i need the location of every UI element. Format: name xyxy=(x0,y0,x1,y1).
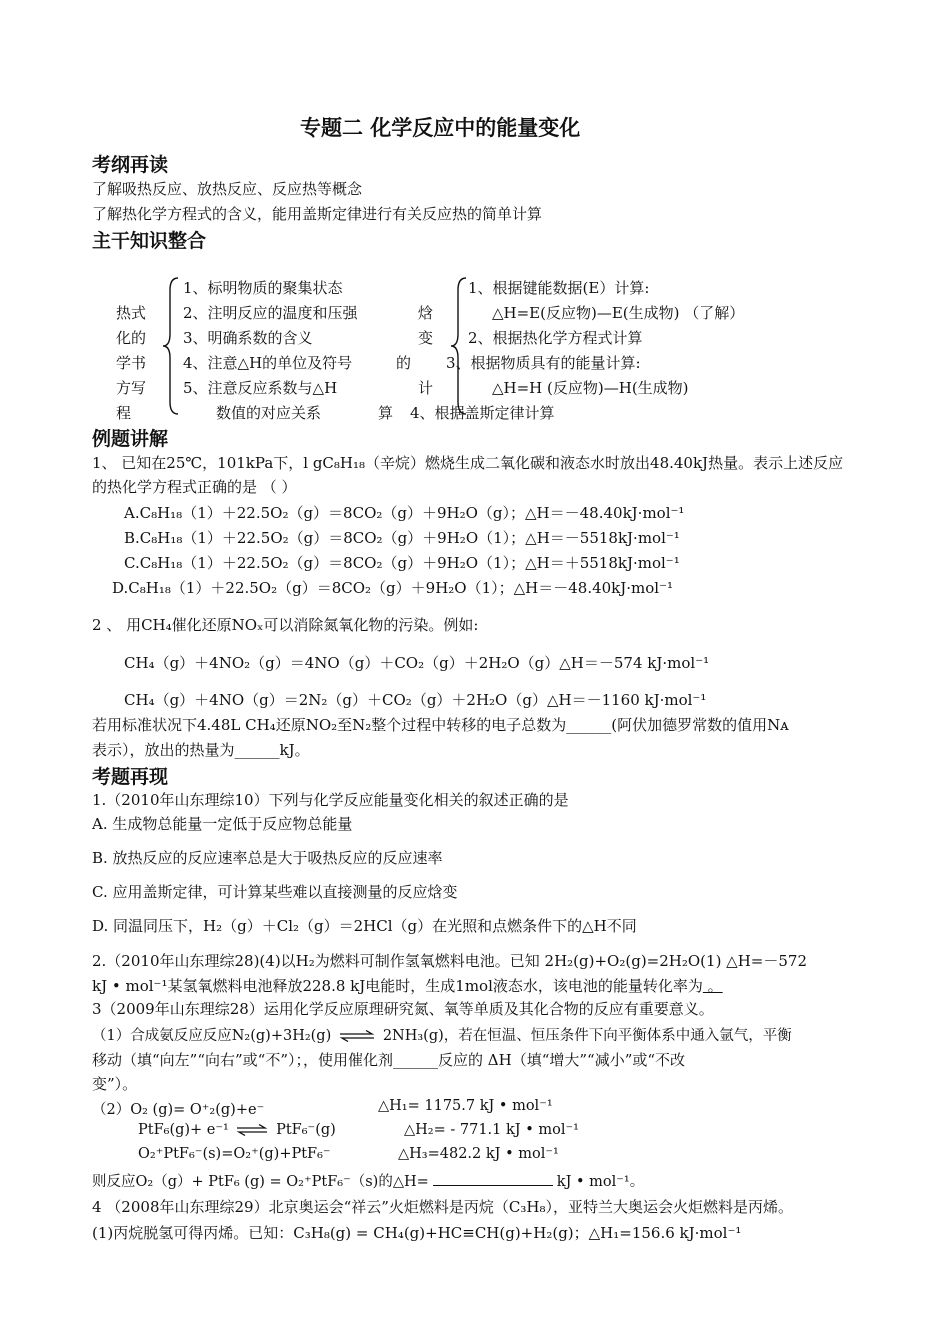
review-q3-line-1: 3（2009年山东理综28）运用化学反应原理研究氮、氧等单质及其化合物的反应有重要意义。 xyxy=(92,1000,714,1018)
left-label-1: 热式 xyxy=(116,304,147,322)
example2-question-1: 若用标准状况下4.48L CH₄还原NO₂至N₂整个过程中转移的电子总数为______(阿伏加德罗常数的值用Nᴀ xyxy=(92,716,789,734)
review-q4-line-2: (1)丙烷脱氢可得丙烯。已知：C₃H₈(g) = CH₄(g)+HC≡CH(g)+H₂(g)；△H₁=156.6 kJ·mol⁻¹ xyxy=(92,1224,742,1242)
review-q3-eq1-enthalpy: △H₁= 1175.7 kJ • mol⁻¹ xyxy=(378,1098,553,1114)
review-q1-option-b: B. 放热反应的反应速率总是大于吸热反应的反应速率 xyxy=(92,849,443,867)
right-item-5: △H=H (反应物)—H(生成物) xyxy=(492,379,689,397)
left-item-1: 1、标明物质的聚集状态 xyxy=(183,279,343,297)
right-item-6: 4、根据盖斯定律计算 xyxy=(410,404,555,422)
right-label-5: 算 xyxy=(378,404,394,422)
left-label-3: 学书 xyxy=(116,354,147,372)
review-q3-eq2-left: PtF₆(g)+ e⁻¹ xyxy=(138,1122,229,1138)
review-q3-final-blank[interactable] xyxy=(433,1171,553,1186)
right-item-3: 2、根据热化学方程式计算 xyxy=(468,329,643,347)
left-label-4: 方写 xyxy=(116,379,147,397)
example1-option-c: C.C₈H₁₈（1）＋22.5O₂（g）＝8CO₂（g）＋9H₂O（1）；△H＝＋5518kJ·mol⁻¹ xyxy=(124,554,680,572)
review-q3-eq1-reaction: （2）O₂ (g)= O⁺₂(g)+e⁻ xyxy=(92,1102,265,1118)
left-item-3: 3、明确系数的含义 xyxy=(183,329,313,347)
example1-line-1: 1、 已知在25℃，101kPa下，l gC₈H₁₈（辛烷）燃烧生成二氧化碳和液态水时放出48.40kJ热量。表示上述反应 xyxy=(92,454,844,472)
review-q3-line-3: 移动（填“向左”“向右”或“不”）；，使用催化剂______反应的 ΔH（填“增大”“减小”或“不改 xyxy=(92,1051,686,1069)
review-q3-line-4: 变”）。 xyxy=(92,1075,138,1093)
left-label-2: 化的 xyxy=(116,329,147,347)
review-q3-final-text: 则反应O₂（g）+ PtF₆ (g) = O₂⁺PtF₆⁻（s)的△H= xyxy=(92,1174,429,1190)
left-item-2: 2、注明反应的温度和压强 xyxy=(183,304,358,322)
equilibrium-arrow-icon xyxy=(338,1030,376,1042)
syllabus-line-2: 了解热化学方程式的含义，能用盖斯定律进行有关反应热的简单计算 xyxy=(92,205,543,223)
review-q1-option-c: C. 应用盖斯定律，可计算某些难以直接测量的反应焓变 xyxy=(92,883,458,901)
review-q3-reaction-left: （1）合成氨反应反应N₂(g)+3H₂(g) xyxy=(92,1028,332,1044)
right-item-2: △H=E(反应物)—E(生成物) （了解） xyxy=(492,304,745,322)
section-heading-syllabus: 考纲再读 xyxy=(92,154,169,176)
left-label-5: 程 xyxy=(116,404,132,422)
review-q3-line-2 xyxy=(92,1024,792,1045)
example2-question-2: 表示），放出的热量为______kJ。 xyxy=(92,741,310,759)
left-item-4: 4、注意△H的单位及符号 xyxy=(183,354,353,372)
review-q2-blank[interactable]: 。 xyxy=(702,977,723,995)
right-label-3: 的 xyxy=(396,354,412,372)
right-item-4: 3、根据物质具有的能量计算: xyxy=(446,354,641,372)
review-q3-eq3-reaction: O₂⁺PtF₆⁻(s)=O₂⁺(g)+PtF₆⁻ xyxy=(138,1146,331,1162)
review-q1: 1.（2010年山东理综10）下列与化学反应能量变化相关的叙述正确的是 xyxy=(92,791,569,809)
example1-line-2: 的热化学方程式正确的是 （ ） xyxy=(92,478,297,496)
section-heading-knowledge: 主干知识整合 xyxy=(92,230,207,252)
example1-option-d: D.C₈H₁₈（1）＋22.5O₂（g）＝8CO₂（g）＋9H₂O（1）；△H＝－48.40kJ·mol⁻¹ xyxy=(112,579,674,597)
right-item-1: 1、根据键能数据(E）计算: xyxy=(468,279,650,297)
review-q4-line-1: 4 （2008年山东理综29）北京奥运会“祥云”火炬燃料是丙烷（C₃H₈），亚特兰大奥运会火炬燃料是丙烯。 xyxy=(92,1198,793,1216)
section-heading-examples: 例题讲解 xyxy=(92,428,169,450)
example2-equation-2: CH₄（g）＋4NO（g）＝2N₂（g）＋CO₂（g）＋2H₂O（g）△H＝－1160 kJ·mol⁻¹ xyxy=(124,691,707,709)
syllabus-line-1: 了解吸热反应、放热反应、反应热等概念 xyxy=(92,180,363,198)
example1-option-b: B.C₈H₁₈（1）＋22.5O₂（g）＝8CO₂（g）＋9H₂O（1）；△H＝－5518kJ·mol⁻¹ xyxy=(124,529,680,547)
review-q3-eq2-reaction xyxy=(138,1122,336,1138)
right-brace xyxy=(448,276,470,416)
review-q1-option-d: D. 同温同压下，H₂（g）＋Cl₂（g）＝2HCl（g）在光照和点燃条件下的△H不同 xyxy=(92,917,637,935)
left-item-5: 5、注意反应系数与△H xyxy=(183,379,338,397)
review-q2-line-2 xyxy=(92,975,723,996)
example2-equation-1: CH₄（g）＋4NO₂（g）＝4NO（g）＋CO₂（g）＋2H₂O（g）△H＝－574 kJ·mol⁻¹ xyxy=(124,654,710,672)
review-q3-final-unit: kJ • mol⁻¹。 xyxy=(556,1174,645,1190)
left-brace xyxy=(160,276,182,416)
section-heading-review: 考题再现 xyxy=(92,766,169,788)
review-q3-eq2-right: PtF₆⁻(g) xyxy=(276,1122,336,1138)
example2-line-1: 2 、 用CH₄催化还原NOₓ可以消除氮氧化物的污染。例如: xyxy=(92,616,479,634)
right-label-4: 计 xyxy=(418,379,434,397)
equilibrium-arrow-icon xyxy=(235,1124,269,1136)
review-q2-text: kJ • mol⁻¹某氢氧燃料电池释放228.8 kJ电能时，生成1mol液态水，该电池的能量转化率为 xyxy=(92,977,703,995)
review-q3-eq3-enthalpy: △H₃=482.2 kJ • mol⁻¹ xyxy=(398,1146,559,1162)
review-q3-eq2-enthalpy: △H₂= - 771.1 kJ • mol⁻¹ xyxy=(404,1122,579,1138)
right-label-2: 变 xyxy=(418,329,434,347)
review-q3-final xyxy=(92,1170,644,1191)
left-item-6: 数值的对应关系 xyxy=(216,404,322,422)
review-q3-reaction-right: 2NH₃(g)，若在恒温、恒压条件下向平衡体系中通入氩气，平衡 xyxy=(382,1028,792,1044)
page-title: 专题二 化学反应中的能量变化 xyxy=(300,116,581,140)
review-q2-line-1: 2.（2010年山东理综28)(4)以H₂为燃料可制作氢氧燃料电池。已知 2H₂(g)+O₂(g)=2H₂O(1) △H=－572 xyxy=(92,952,807,970)
review-q1-option-a: A. 生成物总能量一定低于反应物总能量 xyxy=(92,815,353,833)
example1-option-a: A.C₈H₁₈（1）＋22.5O₂（g）＝8CO₂（g）＋9H₂O（g）；△H＝－48.40kJ·mol⁻¹ xyxy=(124,504,685,522)
right-label-1: 焓 xyxy=(418,304,434,322)
